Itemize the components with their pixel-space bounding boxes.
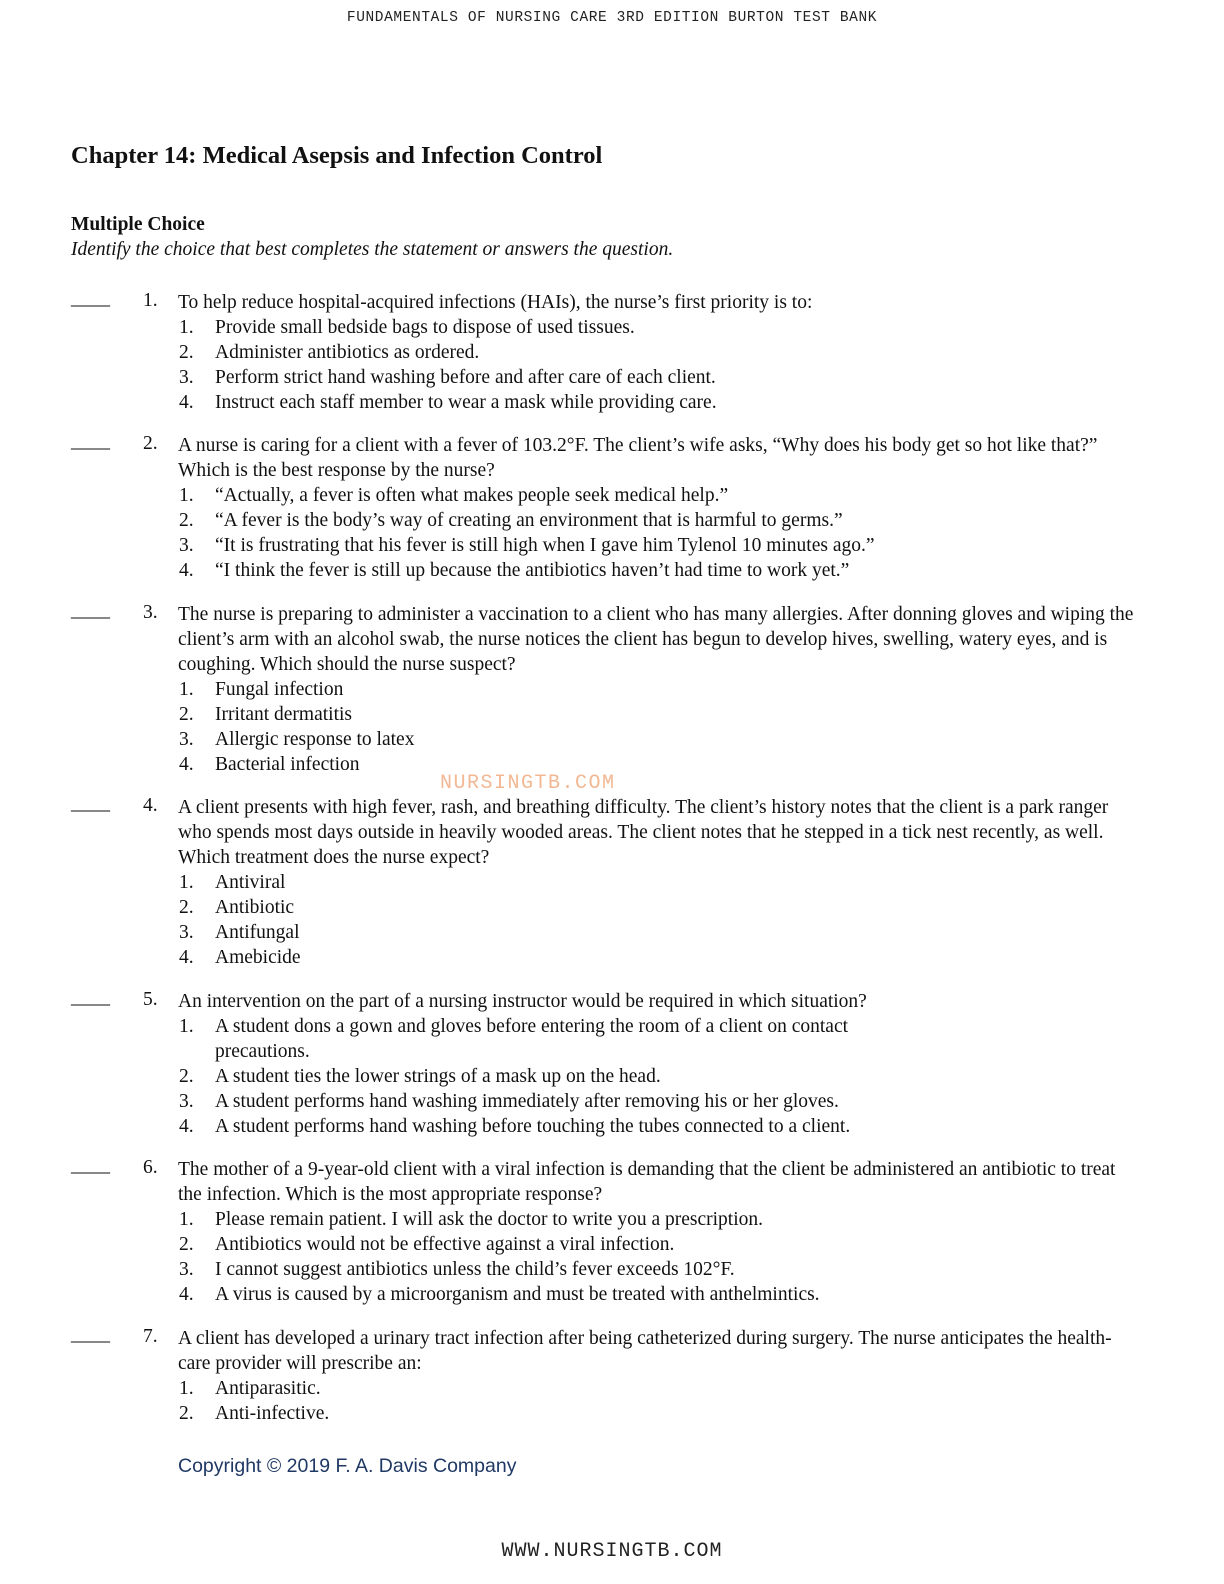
option-item — [178, 365, 1138, 390]
option-number: 4. — [179, 1116, 194, 1137]
option-text: A student dons a gown and gloves before entering the room of a client on contact precautions. — [215, 1016, 849, 1062]
option-item — [178, 1401, 1138, 1426]
option-item — [178, 558, 1138, 583]
option-text: Fungal infection — [215, 679, 344, 700]
option-text: Anti-infective. — [215, 1403, 330, 1424]
option-number: 3. — [179, 367, 194, 388]
page-footer: WWW.NURSINGTB.COM — [501, 1540, 723, 1563]
option-item — [178, 1257, 1138, 1282]
section-instructions: Identify the choice that best completes the statement or answers the question. — [71, 239, 674, 260]
option-item — [178, 483, 1138, 508]
question-number: 1. — [143, 290, 158, 311]
answer-blank[interactable]: ____ — [71, 793, 110, 814]
option-text: A student performs hand washing before touching the tubes connected to a client. — [215, 1116, 851, 1137]
option-number: 3. — [179, 922, 194, 943]
option-text: Antibiotic — [215, 897, 295, 918]
option-number: 2. — [179, 342, 194, 363]
option-number: 2. — [179, 704, 194, 725]
option-item — [178, 727, 1138, 752]
option-text: “A fever is the body’s way of creating an environment that is harmful to germs.” — [215, 510, 843, 531]
option-item — [178, 702, 1138, 727]
option-number: 3. — [179, 729, 194, 750]
option-text: Antibiotics would not be effective against a viral infection. — [215, 1234, 675, 1255]
option-item — [178, 1232, 1138, 1257]
option-number: 1. — [179, 872, 194, 893]
option-text: A student performs hand washing immediately after removing his or her gloves. — [215, 1091, 839, 1112]
option-item — [178, 533, 1138, 558]
option-number: 3. — [179, 1091, 194, 1112]
option-number: 3. — [179, 535, 194, 556]
option-text: A virus is caused by a microorganism and must be treated with anthelmintics. — [215, 1284, 820, 1305]
section-title: Multiple Choice — [71, 214, 205, 235]
option-text: Instruct each staff member to wear a mask while providing care. — [215, 392, 717, 413]
option-number: 4. — [179, 392, 194, 413]
option-text: Perform strict hand washing before and after care of each client. — [215, 367, 716, 388]
option-number: 2. — [179, 510, 194, 531]
option-item — [178, 1282, 1138, 1307]
question-number: 2. — [143, 433, 158, 454]
option-text: Administer antibiotics as ordered. — [215, 342, 480, 363]
question-stem: A client presents with high fever, rash, and breathing difficulty. The client’s history notes that the client is a park ranger who spends most days outside in heavily wooded areas. The client notes that he stepped in a tick nest recently, as well. Which treatment does the nurse expect? — [178, 797, 1109, 868]
option-item — [178, 945, 1138, 970]
option-item — [178, 1114, 1138, 1139]
question-number: 5. — [143, 989, 158, 1010]
option-number: 1. — [179, 1209, 194, 1230]
option-text: Bacterial infection — [215, 754, 360, 775]
option-item — [178, 677, 1138, 702]
option-item — [178, 1014, 935, 1064]
option-text: Antiviral — [215, 872, 286, 893]
copyright-notice: Copyright © 2019 F. A. Davis Company — [178, 1455, 517, 1477]
option-text: I cannot suggest antibiotics unless the child’s fever exceeds 102°F. — [215, 1259, 735, 1280]
option-item — [178, 895, 1138, 920]
answer-blank[interactable]: ____ — [71, 600, 110, 621]
option-number: 2. — [179, 1234, 194, 1255]
option-number: 1. — [179, 679, 194, 700]
option-item — [178, 1064, 1138, 1089]
option-number: 4. — [179, 1284, 194, 1305]
option-number: 4. — [179, 560, 194, 581]
option-number: 1. — [179, 317, 194, 338]
option-text: Allergic response to latex — [215, 729, 415, 750]
option-number: 4. — [179, 754, 194, 775]
question-stem: To help reduce hospital-acquired infections (HAIs), the nurse’s first priority is to: — [178, 292, 813, 313]
question-stem: The nurse is preparing to administer a vaccination to a client who has many allergies. After donning gloves and wiping the client’s arm with an alcohol swab, the nurse notices the client has begun to develop hives, swelling, watery eyes, and is coughing. Which should the nurse suspect? — [178, 604, 1134, 675]
question-number: 6. — [143, 1157, 158, 1178]
question-number: 7. — [143, 1326, 158, 1347]
option-text: “It is frustrating that his fever is still high when I gave him Tylenol 10 minutes ago.” — [215, 535, 875, 556]
option-item — [178, 1376, 1138, 1401]
option-text: Provide small bedside bags to dispose of used tissues. — [215, 317, 635, 338]
option-number: 3. — [179, 1259, 194, 1280]
question-stem: The mother of a 9-year-old client with a viral infection is demanding that the client be administered an antibiotic to treat the infection. Which is the most appropriate response? — [178, 1159, 1116, 1205]
option-text: Antiparasitic. — [215, 1378, 321, 1399]
option-number: 1. — [179, 1378, 194, 1399]
option-number: 1. — [179, 485, 194, 506]
option-number: 2. — [179, 1403, 194, 1424]
answer-blank[interactable]: ____ — [71, 987, 110, 1008]
option-text: “Actually, a fever is often what makes people seek medical help.” — [215, 485, 729, 506]
option-number: 4. — [179, 947, 194, 968]
watermark: NURSINGTB.COM — [440, 772, 616, 795]
option-item — [178, 340, 1138, 365]
question-number: 4. — [143, 795, 158, 816]
question-stem: A client has developed a urinary tract infection after being catheterized during surgery. The nurse anticipates the health-care provider will prescribe an: — [178, 1328, 1112, 1374]
chapter-title: Chapter 14: Medical Asepsis and Infection Control — [71, 142, 603, 169]
page-header: FUNDAMENTALS OF NURSING CARE 3RD EDITION BURTON TEST BANK — [346, 10, 878, 26]
option-item — [178, 508, 1138, 533]
option-text: “I think the fever is still up because the antibiotics haven’t had time to work yet.” — [215, 560, 850, 581]
answer-blank[interactable]: ____ — [71, 1324, 110, 1345]
option-number: 2. — [179, 1066, 194, 1087]
option-item — [178, 1207, 1138, 1232]
option-item — [178, 1089, 1138, 1114]
option-text: Antifungal — [215, 922, 300, 943]
option-item — [178, 870, 1138, 895]
question-stem: An intervention on the part of a nursing instructor would be required in which situation? — [178, 991, 867, 1012]
question-stem: A nurse is caring for a client with a fever of 103.2°F. The client’s wife asks, “Why does his body get so hot like that?” Which is the best response by the nurse? — [178, 435, 1098, 481]
option-text: Please remain patient. I will ask the doctor to write you a prescription. — [215, 1209, 764, 1230]
option-number: 2. — [179, 897, 194, 918]
answer-blank[interactable]: ____ — [71, 288, 110, 309]
answer-blank[interactable]: ____ — [71, 431, 110, 452]
option-text: Irritant dermatitis — [215, 704, 352, 725]
option-item — [178, 390, 1138, 415]
option-number: 1. — [179, 1016, 194, 1037]
option-text: Amebicide — [215, 947, 301, 968]
option-item — [178, 920, 1138, 945]
option-item — [178, 752, 1138, 777]
answer-blank[interactable]: ____ — [71, 1155, 110, 1176]
question-number: 3. — [143, 602, 158, 623]
option-item — [178, 315, 1138, 340]
option-text: A student ties the lower strings of a mask up on the head. — [215, 1066, 661, 1087]
